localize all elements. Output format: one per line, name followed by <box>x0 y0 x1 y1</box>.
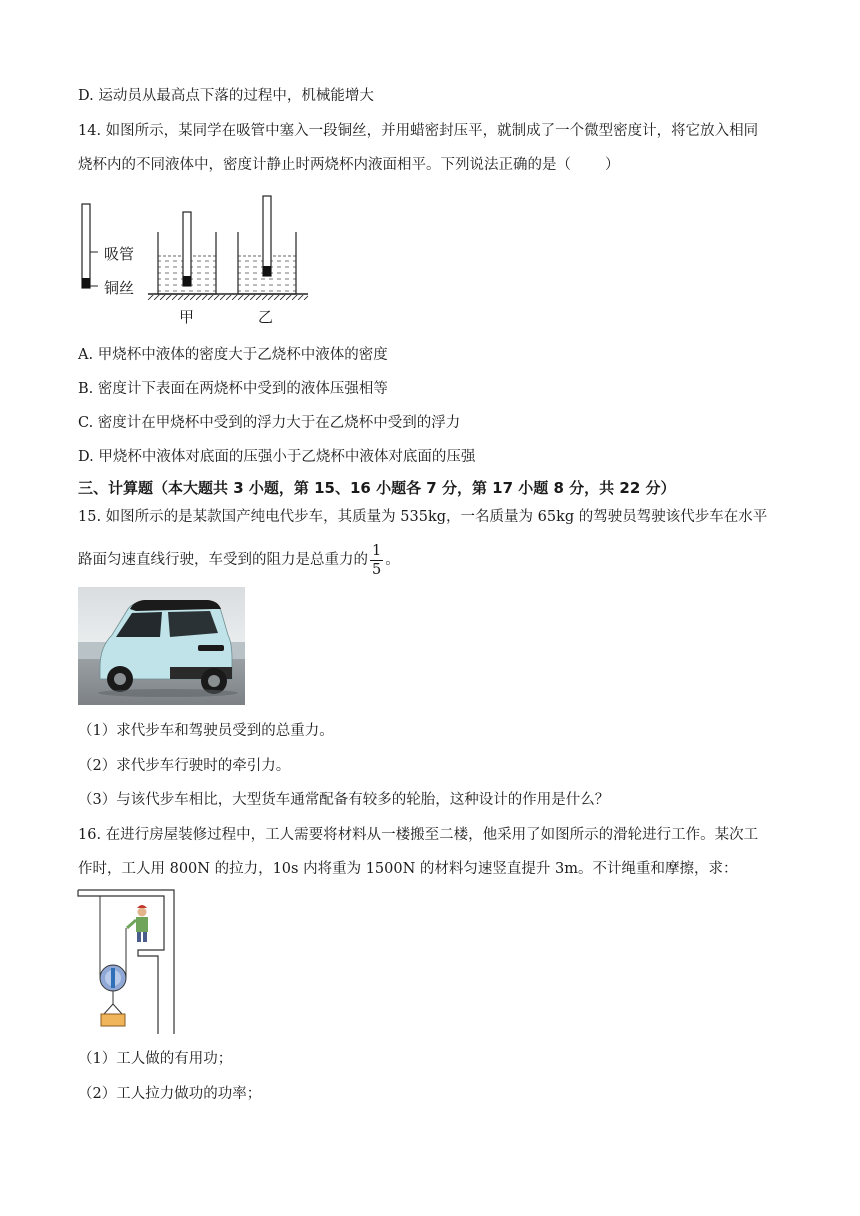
fraction-numerator: 1 <box>372 542 382 559</box>
q14-option-a: A. 甲烧杯中液体的密度大于乙烧杯中液体的密度 <box>78 347 388 363</box>
section-heading: 三、计算题（本大题共 3 小题，第 15、16 小题各 7 分，第 17 小题 8 分，共 22 分） <box>78 479 676 497</box>
q16-stem-line2: 作时，工人用 800N 的拉力，10s 内将重为 1500N 的材料匀速竖直提升 3m。不计绳重和摩擦，求： <box>78 861 738 877</box>
density-meter-standalone <box>82 204 98 288</box>
q14-stem-line2 <box>78 155 620 175</box>
q15-stem-period: 。 <box>385 552 400 568</box>
pulley-figure <box>76 886 182 1036</box>
label-yi: 乙 <box>258 308 274 326</box>
car-photo <box>78 587 245 705</box>
q15-stem-line1: 15. 如图所示的是某款国产纯电代步车，其质量为 535kg，一名质量为 65kg 的驾驶员驾驶该代步车在水平 <box>78 509 768 525</box>
beaker-jia <box>158 212 216 294</box>
q15-sub3: （3）与该代步车相比，大型货车通常配备有较多的轮胎，这种设计的作用是什么？ <box>78 792 610 808</box>
q15-sub1: （1）求代步车和驾驶员受到的总重力。 <box>78 723 334 739</box>
label-straw: 吸管 <box>104 245 135 263</box>
q14-stem-line1: 14. 如图所示，某同学在吸管中塞入一段铜丝，并用蜡密封压平，就制成了一个微型密度计，将它放入相同 <box>78 123 759 139</box>
q16-sub1: （1）工人做的有用功； <box>78 1051 233 1067</box>
beaker-yi <box>238 196 296 294</box>
q13-option-d: D. 运动员从最高点下落的过程中，机械能增大 <box>78 88 374 104</box>
fraction <box>370 542 383 579</box>
q14-stem-text: 烧杯内的不同液体中，密度计静止时两烧杯内液面相平。下列说法正确的是（ <box>78 157 571 173</box>
q15-sub2: （2）求代步车行驶时的牵引力。 <box>78 758 291 774</box>
q14-option-d: D. 甲烧杯中液体对底面的压强小于乙烧杯中液体对底面的压强 <box>78 449 476 465</box>
q14-option-b: B. 密度计下表面在两烧杯中受到的液体压强相等 <box>78 381 388 397</box>
label-copper-wire: 铜丝 <box>104 279 135 297</box>
q14-bracket-close: ） <box>605 157 620 173</box>
fraction-denominator: 5 <box>372 561 382 578</box>
q16-sub2: （2）工人拉力做功的功率； <box>78 1086 262 1102</box>
label-jia: 甲 <box>179 308 195 326</box>
q15-stem-text: 路面匀速直线行驶，车受到的阻力是总重力的 <box>78 552 368 568</box>
q15-stem-line2 <box>78 540 400 580</box>
q14-option-c: C. 密度计在甲烧杯中受到的浮力大于在乙烧杯中受到的浮力 <box>78 415 461 431</box>
q16-stem-line1: 16. 在进行房屋装修过程中，工人需要将材料从一楼搬至二楼，他采用了如图所示的滑轮进行工作。某次工 <box>78 827 759 843</box>
